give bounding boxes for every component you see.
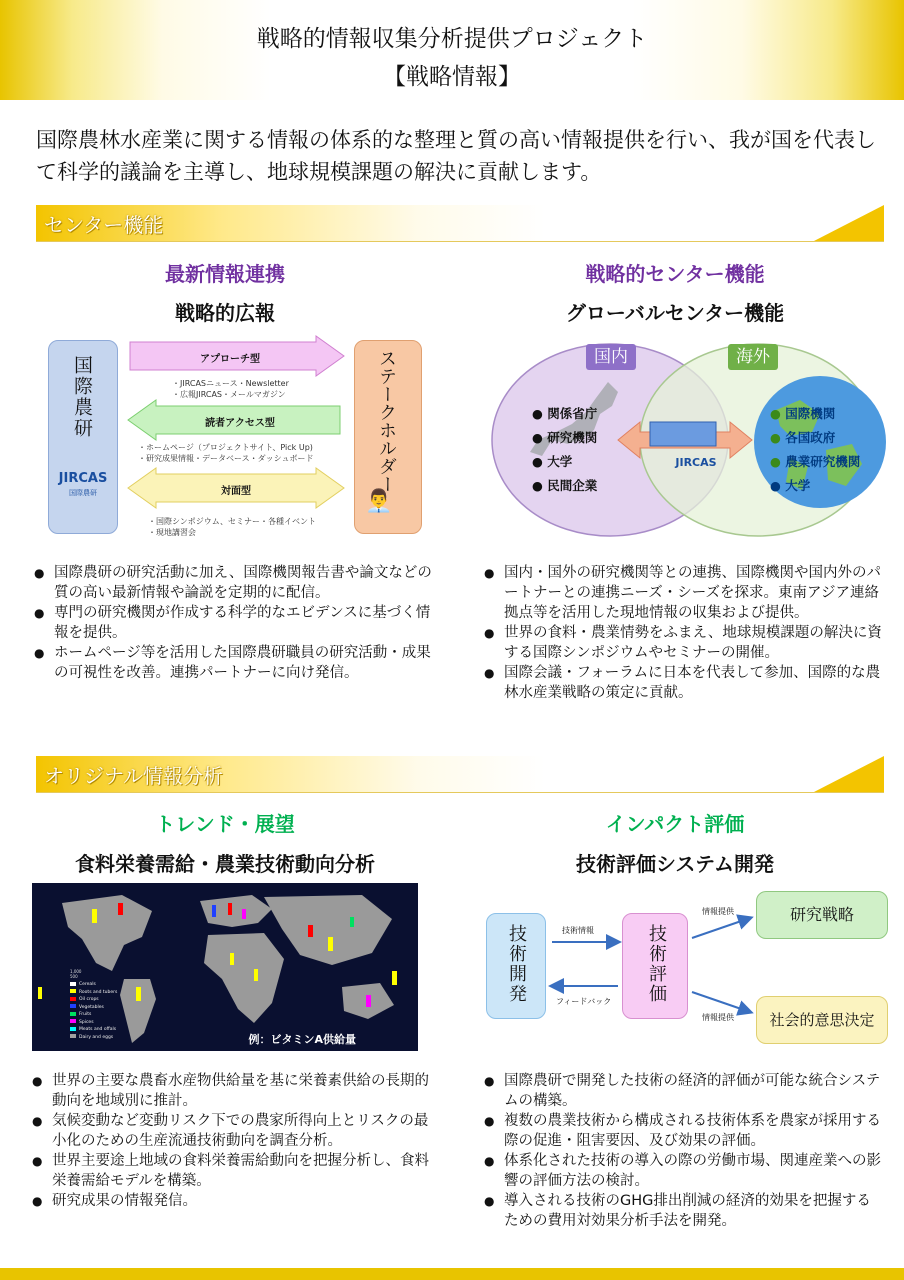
overseas-badge: 海外 [728, 344, 778, 370]
research-strategy-box: 研究戦略 [756, 891, 888, 939]
legend-item: Meats and offals [70, 1026, 117, 1034]
section-label: センター機能 [44, 213, 164, 237]
legend-swatch [70, 982, 76, 986]
overseas-list [770, 402, 860, 498]
list-item: ● 関係省庁 [532, 406, 598, 421]
list-item: ● 気候変動など変動リスク下での農家所得向上とリスクの最小化のための生産流通技術動向を調査分析。 [32, 1111, 440, 1151]
list-item: ● 専門の研究機関が作成する科学的なエビデンスに基づく情報を提供。 [34, 603, 434, 643]
info-provision-label: 情報提供 [702, 1013, 734, 1022]
intro-text: 国際農林水産業に関する情報の体系的な整理と質の高い情報提供を行い、我が国を代表して科学的議論を主導し、地球規模課題の解決に貢献します。 [36, 128, 876, 184]
north-america-shape [62, 895, 152, 971]
africa-shape [204, 933, 284, 1023]
list-item: ● 各国政府 [770, 430, 836, 445]
legend-item: Vegetables [70, 1004, 117, 1012]
map-legend [70, 981, 117, 1041]
tech-dev-box [486, 913, 546, 1019]
building-icon [650, 422, 716, 446]
org-label: 国際農研 [71, 355, 93, 439]
legend-item: Dairy and eggs [70, 1034, 117, 1042]
world-map [32, 883, 418, 1051]
tech-eval-label: 技術評価 [646, 924, 667, 1004]
stakeholder-box [354, 340, 422, 534]
section-band-center [0, 205, 904, 241]
arrow-note: ・広報JIRCAS・メールマガジン [172, 390, 286, 399]
legend-swatch [70, 1034, 76, 1038]
list-item: ● 世界主要途上地域の食料栄養需給動向を把握分析し、食料栄養需給モデルを構築。 [32, 1151, 440, 1191]
list-item: ● 世界の主要な農畜水産物供給量を基に栄養素供給の長期的動向を地域別に推計。 [32, 1071, 440, 1111]
domestic-badge: 国内 [586, 344, 636, 370]
analysis-right-bullets [484, 1071, 884, 1231]
tech-dev-label: 技術開発 [506, 924, 527, 1004]
europe-shape [200, 895, 272, 927]
arrow-note: ・JIRCASニュース・Newsletter [172, 379, 289, 388]
list-item: ● 国際農研の研究活動に加え、国際機関報告書や論文などの質の高い最新情報や論説を定期的に配信。 [34, 563, 434, 603]
legend-swatch [70, 1019, 76, 1023]
arrow-label-face: 対面型 [221, 486, 251, 497]
list-item: ● 世界の食料・農業情勢をふまえ、地球規模課題の解決に資する国際シンポジウムやセミナーの開催。 [484, 623, 884, 663]
list-item: ● 体系化された技術の導入の際の労働市場、関連産業への影響の評価方法の検討。 [484, 1151, 884, 1191]
legend-item: Oil crops [70, 996, 117, 1004]
subheading-latest-info: 最新情報連携 [165, 262, 285, 286]
list-item: ● 農業研究機関 [770, 454, 861, 469]
legend-item: Roots and tubers [70, 989, 117, 997]
list-item: ● 民間企業 [532, 478, 598, 493]
arrow-label-access: 読者アクセス型 [205, 418, 275, 429]
list-item: ● 導入される技術のGHG排出削減の経済的効果を把握するための費用対効果分析手法を開発。 [484, 1191, 884, 1231]
legend-swatch [70, 1027, 76, 1031]
people-icon: 👨‍💼 [365, 489, 393, 514]
arrow-label-approach: アプローチ型 [200, 354, 260, 365]
legend-item: Fruits [70, 1011, 117, 1019]
list-item: ● 国際会議・フォーラムに日本を代表して参加、国際的な農林水産業戦略の策定に貢献。 [484, 663, 884, 703]
subheading-strategic-center: 戦略的センター機能 [585, 262, 765, 286]
page-subtitle: 【戦略情報】 [383, 64, 521, 90]
analysis-left-bullets [32, 1071, 440, 1211]
list-item: ● 国際機関 [770, 406, 836, 421]
arrow-note: ・現地講習会 [148, 528, 196, 537]
map-caption: 例：ビタミンA供給量 [248, 1033, 356, 1046]
jircas-logo-sub: 国際農研 [69, 489, 97, 497]
heading-strategic-pr: 戦略的広報 [175, 301, 275, 325]
legend-swatch [70, 989, 76, 993]
list-item: ● 大学 [770, 478, 811, 493]
footer-bar [0, 1268, 904, 1280]
asia-shape [264, 895, 392, 965]
domestic-list [532, 402, 597, 498]
org-box [48, 340, 118, 534]
list-item: ● 複数の農業技術から構成される技術体系を農家が採用する際の促進・阻害要因、及び効果の評価。 [484, 1111, 884, 1151]
stakeholder-label: ステークホルダー [376, 349, 397, 493]
venn-jircas-logo: JIRCAS [675, 456, 717, 469]
subheading-trends: トレンド・展望 [155, 812, 295, 836]
legend-item: Spices [70, 1019, 117, 1027]
info-provision-label: 情報提供 [702, 907, 734, 916]
section-band-analysis [0, 756, 904, 792]
list-item: ● 国際農研で開発した技術の経済的評価が可能な統合システムの構築。 [484, 1071, 884, 1111]
arrow-note: ・ホームページ（プロジェクトサイト、Pick Up) [138, 443, 313, 452]
heading-food-analysis: 食料栄養需給・農業技術動向分析 [75, 852, 375, 876]
feedback-label: フィードバック [556, 997, 612, 1006]
map-legend-scale: 1,000 500 [70, 969, 82, 979]
arrow-note: ・研究成果情報・データベース・ダッシュボード [138, 454, 314, 463]
list-item: ● 研究成果の情報発信。 [32, 1191, 440, 1211]
legend-swatch [70, 997, 76, 1001]
legend-swatch [70, 1004, 76, 1008]
list-item: ● 大学 [532, 454, 573, 469]
legend-item: Cereals [70, 981, 117, 989]
center-left-bullets [34, 563, 434, 683]
page-title: 戦略的情報収集分析提供プロジェクト [256, 26, 648, 52]
social-decision-box: 社会的意思決定 [756, 996, 888, 1044]
center-right-bullets [484, 563, 884, 703]
heading-global-center: グローバルセンター機能 [565, 301, 785, 325]
subheading-impact: インパクト評価 [605, 812, 745, 836]
eval-arrows [544, 900, 756, 1030]
list-item: ● 国内・国外の研究機関等との連携、国際機関や国内外のパートナーとの連携ニーズ・シーズを探求。東南アジア連絡拠点等を活用した現地情報の収集および提供。 [484, 563, 884, 623]
tech-info-label: 技術情報 [562, 926, 594, 935]
legend-swatch [70, 1012, 76, 1016]
arrow-note: ・国際シンポジウム、セミナー・各種イベント [148, 517, 316, 526]
list-item: ● 研究機関 [532, 430, 598, 445]
list-item: ● ホームページ等を活用した国際農研職員の研究活動・成果の可視性を改善。連携パートナーに向け発信。 [34, 643, 434, 683]
section-label: オリジナル情報分析 [44, 764, 223, 788]
jircas-logo: JIRCAS [58, 471, 108, 486]
heading-tech-eval: 技術評価システム開発 [576, 852, 774, 876]
